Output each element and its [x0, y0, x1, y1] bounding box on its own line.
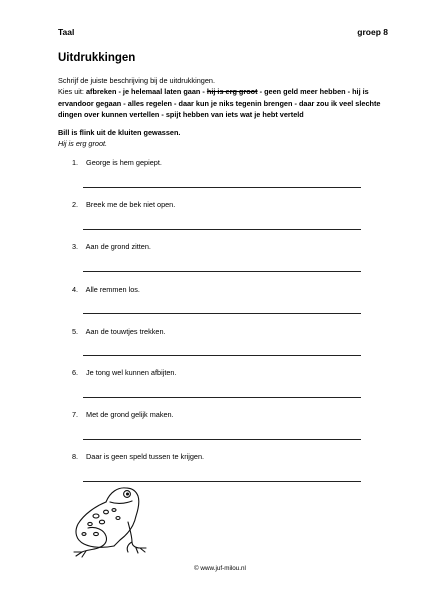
question-number: 4.: [72, 285, 79, 294]
question-number: 8.: [72, 452, 79, 461]
question-number: 1.: [72, 158, 79, 167]
question-text: George is hem gepiept.: [86, 158, 162, 167]
question-text: Aan de touwtjes trekken.: [85, 327, 166, 336]
option-separator: -: [257, 87, 265, 97]
question-text: Alle remmen los.: [85, 285, 140, 294]
question-item: [72, 327, 166, 336]
option-separator: -: [116, 87, 123, 97]
option-item-used: hij is erg groot: [206, 87, 258, 97]
subject-label: Taal: [58, 27, 75, 37]
question-item: [72, 200, 175, 209]
page-title: Uitdrukkingen: [58, 52, 136, 64]
answer-line[interactable]: [83, 355, 361, 356]
option-separator: -: [121, 98, 128, 108]
choose-prefix: Kies uit:: [58, 87, 84, 97]
question-text: Breek me de bek niet open.: [86, 200, 176, 209]
answer-line[interactable]: [83, 271, 361, 272]
question-text: Daar is geen speld tussen te krijgen.: [86, 452, 205, 461]
answer-line[interactable]: [83, 229, 361, 230]
example-answer: Hij is erg groot.: [58, 138, 108, 148]
option-separator: -: [200, 87, 207, 97]
answer-line[interactable]: [83, 313, 361, 314]
question-item: [72, 410, 174, 419]
copyright-footer: © www.juf-milou.nl: [194, 565, 246, 572]
question-number: 6.: [72, 368, 79, 377]
question-item: [72, 368, 177, 377]
question-item: [72, 452, 204, 461]
question-text: Aan de grond zitten.: [85, 242, 151, 251]
answer-line[interactable]: [83, 439, 361, 440]
option-item: afbreken: [86, 87, 117, 97]
option-separator: -: [345, 87, 353, 97]
option-item: spijt hebben van iets wat je hebt verteld: [165, 110, 304, 120]
question-item: [72, 158, 162, 167]
question-number: 7.: [72, 410, 79, 419]
question-number: 5.: [72, 327, 79, 336]
question-number: 2.: [72, 200, 79, 209]
question-number: 3.: [72, 242, 79, 251]
option-item: geen geld meer hebben: [264, 87, 346, 97]
group-label: groep 8: [357, 27, 388, 37]
question-text: Je tong wel kunnen afbijten.: [86, 368, 177, 377]
instructions-line: Schrijf de juiste beschrijving bij de uitdrukkingen.: [58, 76, 215, 85]
option-separator: -: [292, 98, 299, 108]
question-text: Met de grond gelijk maken.: [86, 410, 174, 419]
option-item: alles regelen: [127, 98, 172, 108]
answer-line[interactable]: [83, 397, 361, 398]
option-item: daar kun je niks tegenin brengen: [178, 98, 293, 108]
frog-illustration: [66, 482, 158, 560]
option-item: daar zou ik veel slechte dingen over kunnen vertellen: [58, 98, 381, 120]
option-item: je helemaal laten gaan: [122, 87, 201, 97]
option-item: hij is ervandoor gegaan: [58, 87, 369, 108]
question-item: [72, 242, 151, 251]
example-question: Bill is flink uit de kluiten gewassen.: [58, 128, 181, 137]
answer-line[interactable]: [83, 187, 361, 188]
question-item: [72, 285, 140, 294]
option-separator: -: [171, 98, 179, 108]
option-separator: -: [159, 110, 166, 120]
